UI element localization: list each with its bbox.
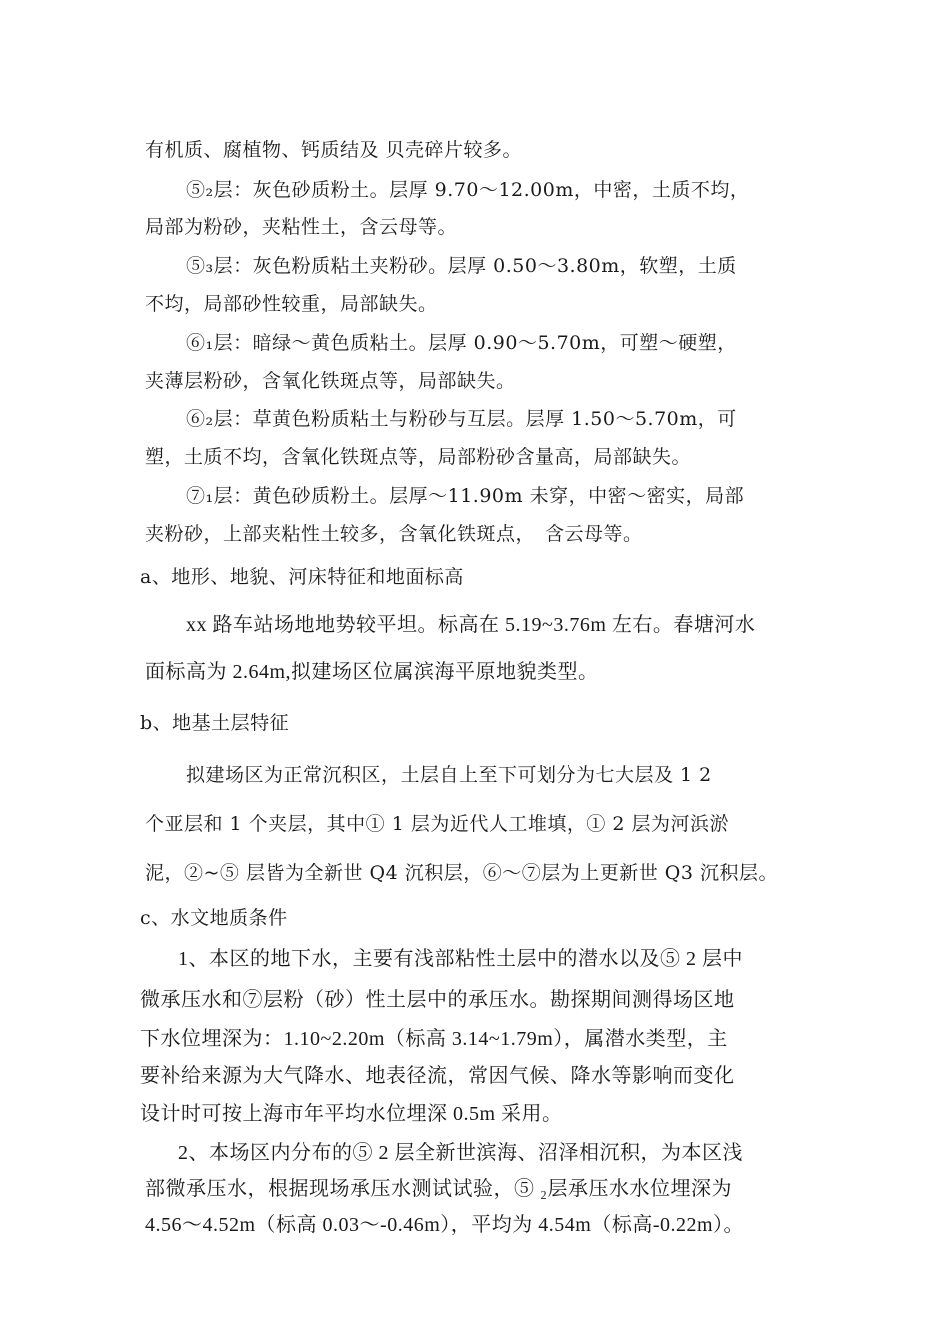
text-line: 要补给来源为大气降水、地表径流，常因气候、降水等影响而变化 <box>140 1065 735 1087</box>
text-line: 1、本区的地下水，主要有浅部粘性土层中的潜水以及⑤ 2 层中 <box>178 948 743 970</box>
text-line: 夹薄层粉砂，含氧化铁斑点等，局部缺失。 <box>145 370 516 392</box>
text-line: 夹粉砂，上部夹粘性土较多，含氧化铁斑点， 含云母等。 <box>145 523 643 545</box>
text-line: 2、本场区内分布的⑤ 2 层全新世滨海、沼泽相沉积，为本区浅 <box>178 1142 743 1164</box>
text-line: 下水位埋深为：1.10~2.20m（标高 3.14~1.79m），属潜水类型，主 <box>140 1028 728 1050</box>
text-line: 部微承压水，根据现场承压水测试试验，⑤ ₂层承压水水位埋深为 <box>145 1178 732 1200</box>
text-line: 塑，土质不均，含氧化铁斑点等，局部粉砂含量高，局部缺失。 <box>145 446 692 468</box>
text-line: 拟建场区为正常沉积区，土层自上至下可划分为七大层及 1 2 <box>186 764 712 786</box>
text-line: 个亚层和 1 个夹层，其中① 1 层为近代人工堆填，① 2 层为河浜淤 <box>145 813 730 835</box>
text-line: 4.56～4.52m（标高 0.03～-0.46m），平均为 4.54m（标高-0.22m）。 <box>145 1214 745 1236</box>
section-heading: c、水文地质条件 <box>140 907 288 929</box>
text-line: 微承压水和⑦层粉（砂）性土层中的承压水。勘探期间测得场区地 <box>140 989 735 1011</box>
text-line: ⑥₂层：草黄色粉质粘土与粉砂与互层。层厚 1.50～5.70m，可 <box>186 408 737 430</box>
text-line: 面标高为 2.64m,拟建场区位属滨海平原地貌类型。 <box>145 661 599 683</box>
section-heading: b、地基土层特征 <box>140 712 290 734</box>
text-line: 局部为粉砂，夹粘性土，含云母等。 <box>145 216 458 238</box>
text-line: 不均，局部砂性较重，局部缺失。 <box>145 293 438 315</box>
text-line: 设计时可按上海市年平均水位埋深 0.5m 采用。 <box>140 1103 563 1125</box>
text-line: ⑦₁层：黄色砂质粉土。层厚～11.90m 未穿，中密～密实，局部 <box>186 485 745 507</box>
text-line: 泥，②~⑤ 层皆为全新世 Q4 沉积层，⑥～⑦层为上更新世 Q3 沉积层。 <box>145 862 778 884</box>
text-line: 有机质、腐植物、钙质结及 贝壳碎片较多。 <box>145 139 523 161</box>
text-line: ⑤₃层：灰色粉质粘土夹粉砂。层厚 0.50～3.80m，软塑，土质 <box>186 255 737 277</box>
text-line: xx 路车站场地地势较平坦。标高在 5.19~3.76m 左右。春塘河水 <box>186 614 756 636</box>
section-heading: a、地形、地貌、河床特征和地面标高 <box>140 566 464 588</box>
text-line: ⑤₂层：灰色砂质粉土。层厚 9.70～12.00m，中密，土质不均， <box>186 179 750 201</box>
text-line: ⑥₁层：暗绿～黄色质粘土。层厚 0.90～5.70m，可塑～硬塑， <box>186 332 737 354</box>
